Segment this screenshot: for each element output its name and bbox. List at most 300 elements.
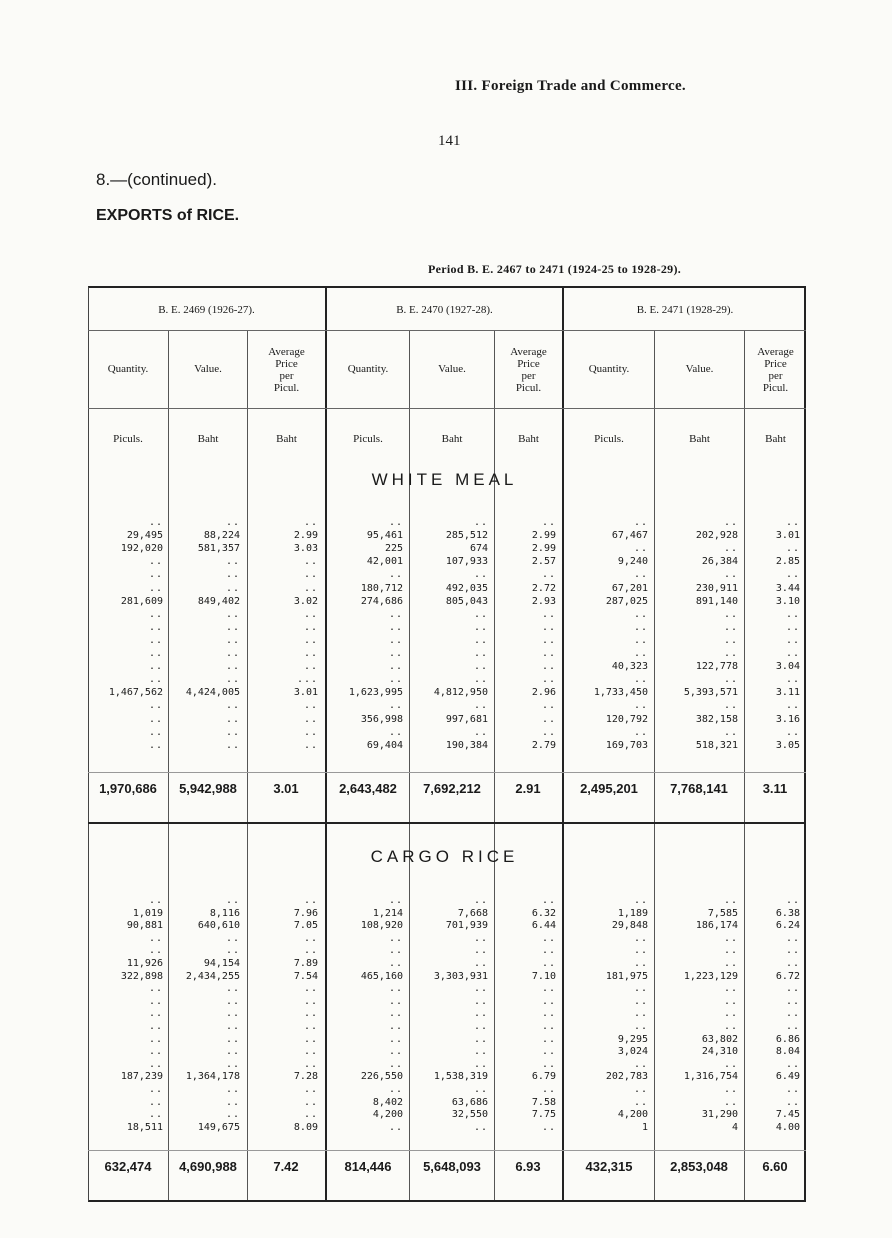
table-cell: 7,668 [457,907,488,919]
table-cell: 1,733,450 [593,687,648,699]
table-cell: .. [633,895,648,906]
table-cell: .. [473,517,488,528]
table-cell: 581,357 [197,543,240,555]
table-cell: 6.49 [775,1071,800,1083]
table-cell: .. [473,895,488,906]
unit-label: Piculs. [113,433,143,445]
average-price-header: Average Price per Picul. [268,346,305,394]
table-cell: 7.10 [531,970,556,982]
table-cell: 7.96 [293,907,318,919]
table-cell: 3.02 [293,595,318,607]
table-cell: 4 [731,1121,738,1133]
total-cell: 6.93 [515,1159,541,1174]
total-cell: 3.01 [273,781,299,796]
table-cell: .. [723,983,738,995]
total-rule [88,1150,806,1151]
table-cell: 2.85 [775,556,800,568]
table-cell: .. [225,739,240,751]
table-cell: .. [723,569,738,581]
table-cell: .. [541,713,556,725]
table-cell: 90,881 [126,920,163,932]
table-cell: .. [541,895,556,906]
table-cell: .. [541,1121,556,1133]
table-cell: 108,920 [360,920,403,932]
table-cell: .. [225,674,240,686]
table-cell: .. [473,700,488,712]
table-cell: 202,783 [605,1071,648,1083]
table-cell: .. [473,1033,488,1045]
table-cell: .. [303,648,318,659]
table-cell: .. [723,932,738,944]
table-cell: .. [303,713,318,725]
table-cell: .. [723,621,738,633]
table-cell: .. [633,1058,648,1070]
table-cell: .. [785,608,800,620]
table-cell: .. [388,983,403,995]
column-divider [744,330,745,1200]
cargo-rice-title: CARGO RICE [370,847,519,866]
table-cell: 1,467,562 [108,687,163,699]
table-cell: .. [148,983,163,995]
table-cell: .. [388,726,403,738]
table-cell: 2.96 [531,687,556,699]
table-cell: .. [633,983,648,995]
white-meal-title: WHITE MEAL [371,470,518,489]
table-cell: 67,201 [611,582,648,594]
table-cell: .. [225,1046,240,1058]
table-cell: .. [473,569,488,581]
table-cell: .. [148,1021,163,1032]
table-cell: .. [723,1008,738,1020]
total-cell: 632,474 [104,1159,152,1174]
table-cell: .. [473,648,488,659]
table-cell: 63,802 [701,1033,738,1045]
table-cell: 1,538,319 [433,1071,488,1083]
table-cell: .. [723,608,738,620]
table-cell: .. [785,932,800,944]
total-cell: 432,315 [585,1159,633,1174]
column-divider [168,330,169,1200]
table-cell: .. [148,569,163,581]
table-cell: 3.05 [775,739,800,751]
table-cell: .. [633,1084,648,1095]
table-cell: 465,160 [360,970,403,982]
table-cell: .. [541,621,556,633]
table-cell: .. [303,1046,318,1058]
table-cell: .. [633,958,648,969]
table-cell: .. [473,1008,488,1020]
total-cell: 7.42 [273,1159,299,1174]
table-cell: .. [473,726,488,738]
table-cell: .. [541,608,556,620]
table-cell: .. [303,700,318,712]
table-cell: 849,402 [197,595,240,607]
table-cell: .. [225,995,240,1007]
table-cell: 2.99 [531,530,556,542]
average-price-header: Average Price per Picul. [757,346,794,394]
table-cell: .. [785,700,800,712]
table-cell: 4,812,950 [433,687,488,699]
table-cell: .. [633,517,648,528]
table-cell: 169,703 [605,739,648,751]
table-cell: 6.79 [531,1071,556,1083]
table-cell: .. [388,634,403,646]
table-cell: .. [148,582,163,594]
column-divider [247,330,248,1200]
table-cell: .. [225,895,240,906]
table-cell: .. [303,1058,318,1070]
table-cell: .. [303,517,318,528]
page-number: 141 [438,133,461,149]
section-header: III. Foreign Trade and Commerce. [455,78,686,94]
table-cell: .. [225,621,240,633]
table-cell: .. [388,608,403,620]
table-cell: .. [785,958,800,969]
table-cell: 18,511 [126,1121,163,1133]
table-cell: 1 [641,1121,648,1133]
table-cell: .. [723,958,738,969]
table-cell: .. [225,1033,240,1045]
table-cell: 29,848 [611,920,648,932]
table-cell: .. [225,700,240,712]
table-cell: 3.11 [775,687,800,699]
table-cell: .. [148,556,163,568]
table-cell: .. [541,945,556,957]
table-cell: 4,200 [617,1109,648,1121]
table-cell: 2.93 [531,595,556,607]
table-cell: 192,020 [120,543,163,555]
table-cell: .. [785,1021,800,1032]
table-cell: 42,001 [366,556,403,568]
table-cell: .. [633,945,648,957]
year-header: B. E. 2470 (1927-28). [396,304,493,316]
table-cell: .. [633,648,648,659]
table-cell: .. [303,932,318,944]
table-cell: .. [723,1096,738,1108]
table-cell: 382,158 [695,713,738,725]
table-cell: .. [723,674,738,686]
table-cell: 24,310 [701,1046,738,1058]
table-cell: .. [785,945,800,957]
table-cell: .. [723,726,738,738]
table-cell: .. [541,1033,556,1045]
table-cell: .. [148,1058,163,1070]
table-cell: .. [541,983,556,995]
table-cell: .. [723,648,738,659]
table-cell: .. [541,674,556,686]
table-cell: 1,364,178 [185,1071,240,1083]
table-cell: 3.03 [293,543,318,555]
table-cell: 1,316,754 [683,1071,738,1083]
table-cell: .. [541,517,556,528]
table-cell: .. [148,995,163,1007]
table-cell: 2.99 [293,530,318,542]
table-cell: 107,933 [445,556,488,568]
table-cell: .. [225,648,240,659]
table-cell: 186,174 [695,920,738,932]
total-cell: 2,853,048 [670,1159,728,1174]
table-cell: 7,585 [707,907,738,919]
table-cell: .. [541,1046,556,1058]
table-cell: 5,393,571 [683,687,738,699]
table-cell: .. [473,621,488,633]
table-cell: .. [225,517,240,528]
table-cell: .. [303,582,318,594]
table-cell: 2.57 [531,556,556,568]
table-cell: 67,467 [611,530,648,542]
table-cell: .. [541,726,556,738]
total-cell: 5,942,988 [179,781,237,796]
table-cell: 4.00 [775,1121,800,1133]
table-cell: .. [225,634,240,646]
total-cell: 3.11 [762,781,788,796]
table-cell: 285,512 [445,530,488,542]
table-cell: .. [225,932,240,944]
table-cell: 202,928 [695,530,738,542]
table-cell: 6.24 [775,920,800,932]
table-cell: .. [785,517,800,528]
table-cell: .. [303,621,318,633]
table-cell: .. [473,1121,488,1133]
table-cell: 674 [469,543,488,555]
total-cell: 1,970,686 [99,781,157,796]
table-cell: .. [785,995,800,1007]
table-cell: .. [225,713,240,725]
table-cell: .. [541,995,556,1007]
quantity-header: Quantity. [107,363,149,375]
period-label: Period B. E. 2467 to 2471 (1924-25 to 1928-29). [428,262,682,276]
table-cell: 7.28 [293,1071,318,1083]
column-divider [494,330,495,1200]
table-cell: .. [303,739,318,751]
table-cell: .. [148,621,163,633]
table-cell: .. [388,995,403,1007]
table-cell: .. [225,1058,240,1070]
table-cell: .. [723,895,738,906]
table-cell: .. [633,569,648,581]
value-header: Value. [194,363,222,375]
table-cell: .. [148,661,163,673]
table-cell: .. [225,945,240,957]
table-cell: .. [225,1021,240,1032]
table-cell: .. [541,1021,556,1032]
continued-label: 8.—(continued). [96,170,217,189]
table-cell: .. [148,700,163,712]
table-cell: .. [148,895,163,906]
table-cell: .. [473,1084,488,1095]
table-cell: .. [303,661,318,673]
table-cell: 492,035 [445,582,488,594]
average-price-header: Average Price per Picul. [510,346,547,394]
table-cell: 1,019 [132,907,163,919]
table-cell: .. [785,1058,800,1070]
unit-label: Baht [197,433,219,445]
table-cell: .. [633,1008,648,1020]
table-cell: .. [388,1121,403,1133]
table-cell: .. [473,1046,488,1058]
table-cell: 9,240 [617,556,648,568]
year-divider [325,288,327,1200]
table-cell: .. [388,895,403,906]
table-cell: 2.79 [531,739,556,751]
table-cell: .. [723,634,738,646]
table-cell: .. [541,700,556,712]
table-cell: 4,424,005 [185,687,240,699]
table-title: EXPORTS of RICE. [96,207,240,224]
table-cell: 701,939 [445,920,488,932]
table-cell: .. [225,726,240,738]
total-cell: 2,643,482 [339,781,397,796]
table-cell: 7.75 [531,1109,556,1121]
table-cell: .. [473,932,488,944]
table-cell: .. [785,648,800,659]
table-cell: 187,239 [120,1071,163,1083]
table-cell: 120,792 [605,713,648,725]
table-cell: 6.32 [531,907,556,919]
table-cell: 8,116 [209,907,240,919]
table-cell: 3.04 [775,661,800,673]
table-cell: 190,384 [445,739,488,751]
table-cell: .. [723,945,738,957]
table-cell: .. [225,1109,240,1121]
table-cell: .. [541,932,556,944]
table-cell: 7.05 [293,920,318,932]
table-cell: 4,200 [372,1109,403,1121]
table-cell: .. [148,1033,163,1045]
table-cell: 122,778 [695,661,738,673]
table-cell: .. [303,1084,318,1095]
table-cell: .. [633,674,648,686]
table-cell: .. [723,700,738,712]
table-cell: .. [785,621,800,633]
unit-label: Piculs. [353,433,383,445]
unit-label: Baht [276,433,297,445]
table-cell: .. [388,661,403,673]
table-cell: .. [541,648,556,659]
table-cell: 2,434,255 [185,970,240,982]
unit-label: Baht [518,433,539,445]
table-cell: 181,975 [605,970,648,982]
table-cell: .. [303,995,318,1007]
table-cell: 69,404 [366,739,403,751]
section-rule [88,822,806,824]
value-header: Value. [438,363,466,375]
table-cell: .. [541,1084,556,1095]
table-cell: 31,290 [701,1109,738,1121]
table-cell: .. [473,983,488,995]
table-cell: .. [148,674,163,686]
table-cell: .. [785,895,800,906]
table-cell: .. [148,945,163,957]
table-cell: 26,384 [701,556,738,568]
column-divider [409,330,410,1200]
table-cell: 149,675 [197,1121,240,1133]
table-cell: .. [785,983,800,995]
table-cell: .. [303,1008,318,1020]
table-cell: .. [148,739,163,751]
table-cell: 3.16 [775,713,800,725]
table-cell: .. [723,1021,738,1032]
table-cell: 230,911 [695,582,738,594]
column-divider [654,330,655,1200]
table-cell: .. [541,569,556,581]
table-cell: .. [473,958,488,969]
table-cell: .. [473,945,488,957]
table-cell: .. [303,1033,318,1045]
table-cell: .. [148,608,163,620]
total-cell: 7,692,212 [423,781,481,796]
table-cell: .. [723,1058,738,1070]
table-cell: 2.99 [531,543,556,555]
table-cell: 274,686 [360,595,403,607]
table-cell: .. [148,517,163,528]
table-cell: .. [148,634,163,646]
unit-label: Piculs. [594,433,624,445]
table-cell: .. [473,1058,488,1070]
table-cell: 1,214 [372,907,403,919]
table-cell: .. [148,1084,163,1095]
table-cell: .. [148,648,163,659]
table-cell: .. [388,1008,403,1020]
table-cell: .. [723,543,738,555]
table-cell: .. [473,995,488,1007]
table-cell: 6.86 [775,1033,800,1045]
table-cell: .. [225,608,240,620]
total-cell: 5,648,093 [423,1159,481,1174]
table-cell: .. [303,634,318,646]
table-cell: 32,550 [451,1109,488,1121]
table-cell: 8.04 [775,1046,800,1058]
table-cell: 3.01 [775,530,800,542]
table-cell: .. [388,1021,403,1032]
table-cell: 3,303,931 [433,970,488,982]
table-cell: .. [785,1096,800,1108]
table-cell: 640,610 [197,920,240,932]
table-cell: .. [388,1058,403,1070]
table-cell: 226,550 [360,1071,403,1083]
quantity-header: Quantity. [588,363,630,375]
table-cell: 9,295 [617,1033,648,1045]
table-cell: 95,461 [366,530,403,542]
table-cell: 3.44 [775,582,800,594]
table-cell: .. [388,945,403,957]
table-cell: 94,154 [203,958,240,969]
table-cell: 29,495 [126,530,163,542]
table-cell: .. [303,983,318,995]
table-cell: .. [303,1096,318,1108]
table-cell: 8.09 [293,1121,318,1133]
unit-label: Baht [689,433,710,445]
table-cell: .. [388,569,403,581]
table-cell: .. [723,995,738,1007]
table-cell: 7.89 [293,958,318,969]
table-cell: .. [473,674,488,686]
table-cell: .. [225,556,240,568]
table-cell: .. [225,1008,240,1020]
table-cell: .. [225,569,240,581]
table-cell: .. [303,569,318,581]
table-cell: 805,043 [445,595,488,607]
table-cell: .. [785,569,800,581]
table-cell: .. [303,726,318,738]
table-cell: .. [148,1008,163,1020]
table-cell: 1,223,129 [683,970,738,982]
table-cell: .. [473,1021,488,1032]
table-cell: 40,323 [611,661,648,673]
table-cell: .. [148,932,163,944]
table-cell: 2.72 [531,582,556,594]
table-cell: 7.45 [775,1109,800,1121]
